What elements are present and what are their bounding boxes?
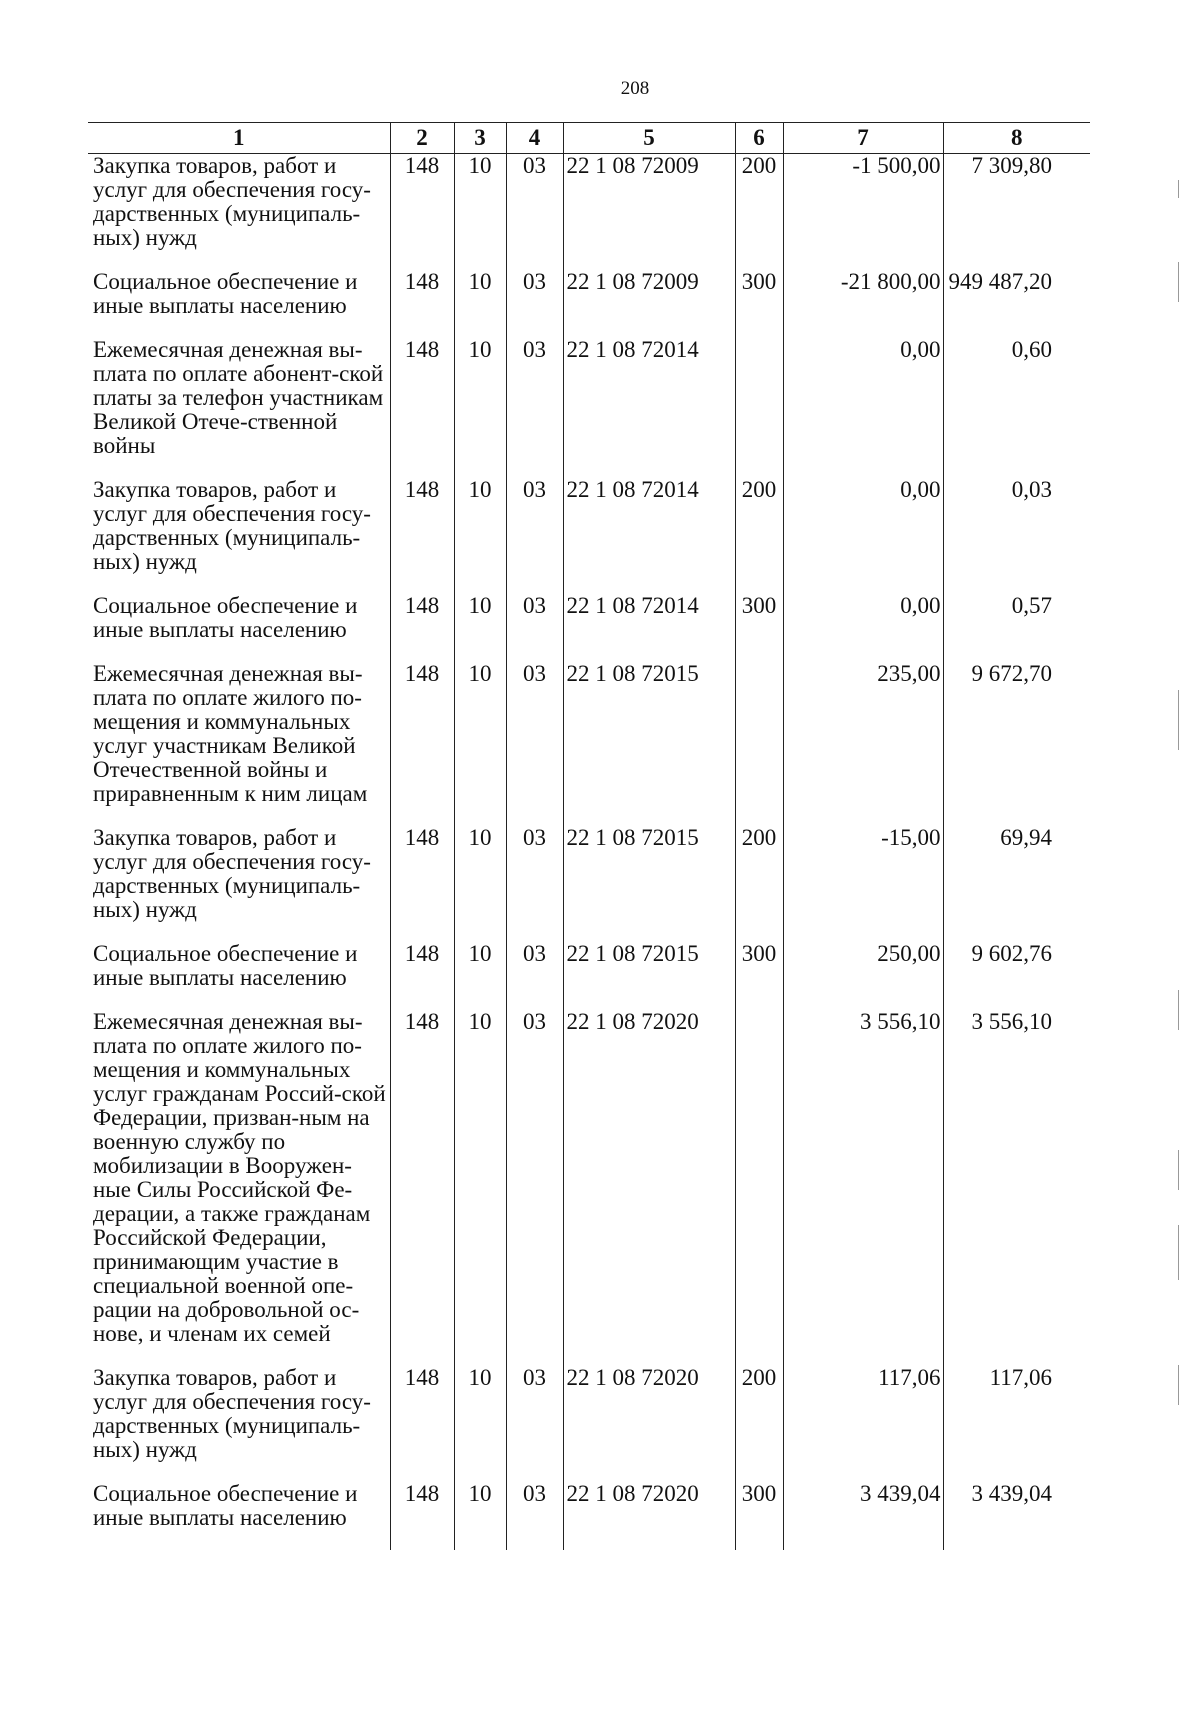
- row-description: Ежемесячная денежная вы-плата по оплате жилого по-мещения и коммунальных услуг гражданам Россий-ской Федерации, призван-ным на военную службу по мобилизации в Вооружен-ные Силы Российской Фе-дерации, а также гражданам Российской Федерации, принимающим участие в специальной военной опе-рации на добровольной ос-нове, и членам их семей: [93, 1009, 386, 1346]
- cell-expense-type: 300: [735, 942, 783, 1010]
- cell-code: 148: [390, 826, 454, 942]
- cell-code: 148: [390, 1010, 454, 1366]
- table-row: [88, 826, 1090, 942]
- cell-subsection: 03: [506, 338, 563, 478]
- column-header-1: 1: [88, 123, 390, 154]
- cell-amount-total: 9 602,76: [943, 942, 1090, 1010]
- cell-code: 148: [390, 1482, 454, 1550]
- row-description: Ежемесячная денежная вы-плата по оплате абонент-ской платы за телефон участникам Великой Отече-ственной войны: [93, 337, 384, 458]
- cell-target-article: 22 1 08 72014: [563, 478, 735, 594]
- cell-target-article: 22 1 08 72020: [563, 1482, 735, 1550]
- cell-amount-change: 0,00: [783, 594, 943, 662]
- cell-target-article: 22 1 08 72015: [563, 662, 735, 826]
- cell-subsection: 03: [506, 1366, 563, 1482]
- cell-section: 10: [454, 662, 506, 826]
- cell-code: 148: [390, 270, 454, 338]
- table-row: [88, 338, 1090, 478]
- cell-amount-change: 0,00: [783, 478, 943, 594]
- cell-expense-type: 200: [735, 478, 783, 594]
- row-description: Ежемесячная денежная вы-плата по оплате жилого по-мещения и коммунальных услуг участникам Великой Отечественной войны и приравненным к ним лицам: [93, 661, 368, 806]
- cell-subsection: 03: [506, 662, 563, 826]
- cell-code: 148: [390, 478, 454, 594]
- column-header-3: 3: [454, 123, 506, 154]
- cell-expense-type: 300: [735, 270, 783, 338]
- table-header-row: [88, 123, 1090, 154]
- cell-expense-type: 200: [735, 826, 783, 942]
- cell-amount-total: 3 556,10: [943, 1010, 1090, 1366]
- cell-amount-change: 235,00: [783, 662, 943, 826]
- cell-expense-type: [735, 338, 783, 478]
- row-description: Закупка товаров, работ и услуг для обеспечения госу-дарственных (муниципаль-ных) нужд: [93, 825, 371, 922]
- cell-target-article: 22 1 08 72020: [563, 1366, 735, 1482]
- column-header-8: 8: [943, 123, 1090, 154]
- cell-amount-total: 949 487,20: [943, 270, 1090, 338]
- cell-amount-total: 0,57: [943, 594, 1090, 662]
- column-header-7: 7: [783, 123, 943, 154]
- cell-section: 10: [454, 338, 506, 478]
- cell-section: 10: [454, 1010, 506, 1366]
- cell-amount-change: -1 500,00: [783, 154, 943, 271]
- scan-artifact: [1178, 1225, 1179, 1280]
- scan-artifact: [1178, 180, 1179, 198]
- cell-amount-total: 117,06: [943, 1366, 1090, 1482]
- cell-expense-type: 300: [735, 1482, 783, 1550]
- cell-section: 10: [454, 942, 506, 1010]
- cell-expense-type: 200: [735, 154, 783, 271]
- scan-artifact: [1178, 262, 1179, 302]
- cell-subsection: 03: [506, 1482, 563, 1550]
- table-row: [88, 270, 1090, 338]
- cell-section: 10: [454, 478, 506, 594]
- cell-subsection: 03: [506, 1010, 563, 1366]
- cell-subsection: 03: [506, 154, 563, 271]
- cell-target-article: 22 1 08 72015: [563, 826, 735, 942]
- cell-target-article: 22 1 08 72015: [563, 942, 735, 1010]
- row-description: Закупка товаров, работ и услуг для обеспечения госу-дарственных (муниципаль-ных) нужд: [93, 1365, 371, 1462]
- column-header-2: 2: [390, 123, 454, 154]
- cell-subsection: 03: [506, 478, 563, 594]
- cell-amount-total: 0,60: [943, 338, 1090, 478]
- cell-subsection: 03: [506, 826, 563, 942]
- cell-amount-total: 69,94: [943, 826, 1090, 942]
- cell-amount-change: 3 556,10: [783, 1010, 943, 1366]
- cell-expense-type: [735, 1010, 783, 1366]
- cell-code: 148: [390, 942, 454, 1010]
- row-description: Социальное обеспечение и иные выплаты населению: [93, 593, 358, 642]
- cell-code: 148: [390, 1366, 454, 1482]
- cell-code: 148: [390, 594, 454, 662]
- cell-section: 10: [454, 594, 506, 662]
- cell-amount-change: -15,00: [783, 826, 943, 942]
- column-header-4: 4: [506, 123, 563, 154]
- table-row: [88, 1482, 1090, 1550]
- cell-section: 10: [454, 270, 506, 338]
- row-description: Закупка товаров, работ и услуг для обеспечения госу-дарственных (муниципаль-ных) нужд: [93, 477, 371, 574]
- table-row: [88, 1010, 1090, 1366]
- table-row: [88, 478, 1090, 594]
- table-row: [88, 1366, 1090, 1482]
- scan-artifact: [1178, 990, 1179, 1030]
- row-description: Социальное обеспечение и иные выплаты населению: [93, 941, 358, 990]
- budget-table: [88, 122, 1090, 1550]
- cell-amount-total: 3 439,04: [943, 1482, 1090, 1550]
- cell-target-article: 22 1 08 72009: [563, 154, 735, 271]
- column-header-6: 6: [735, 123, 783, 154]
- cell-subsection: 03: [506, 270, 563, 338]
- cell-amount-change: 3 439,04: [783, 1482, 943, 1550]
- table-row: [88, 942, 1090, 1010]
- cell-code: 148: [390, 662, 454, 826]
- cell-target-article: 22 1 08 72020: [563, 1010, 735, 1366]
- cell-amount-total: 7 309,80: [943, 154, 1090, 271]
- cell-target-article: 22 1 08 72014: [563, 594, 735, 662]
- cell-amount-change: 0,00: [783, 338, 943, 478]
- table-row: [88, 594, 1090, 662]
- cell-amount-total: 0,03: [943, 478, 1090, 594]
- cell-amount-total: 9 672,70: [943, 662, 1090, 826]
- scan-artifact: [1178, 690, 1179, 750]
- cell-section: 10: [454, 1482, 506, 1550]
- row-description: Социальное обеспечение и иные выплаты населению: [93, 1481, 358, 1530]
- cell-section: 10: [454, 154, 506, 271]
- cell-target-article: 22 1 08 72009: [563, 270, 735, 338]
- cell-code: 148: [390, 154, 454, 271]
- column-header-5: 5: [563, 123, 735, 154]
- row-description: Социальное обеспечение и иные выплаты населению: [93, 269, 358, 318]
- cell-expense-type: 200: [735, 1366, 783, 1482]
- cell-subsection: 03: [506, 594, 563, 662]
- cell-expense-type: 300: [735, 594, 783, 662]
- cell-amount-change: 117,06: [783, 1366, 943, 1482]
- page-number: 208: [620, 78, 650, 99]
- table-row: [88, 154, 1090, 271]
- cell-section: 10: [454, 1366, 506, 1482]
- cell-amount-change: -21 800,00: [783, 270, 943, 338]
- cell-code: 148: [390, 338, 454, 478]
- scan-artifact: [1178, 1365, 1179, 1405]
- table-row: [88, 662, 1090, 826]
- cell-subsection: 03: [506, 942, 563, 1010]
- cell-expense-type: [735, 662, 783, 826]
- scan-artifact: [1178, 1150, 1179, 1190]
- row-description: Закупка товаров, работ и услуг для обеспечения госу-дарственных (муниципаль-ных) нужд: [93, 153, 371, 250]
- cell-amount-change: 250,00: [783, 942, 943, 1010]
- cell-section: 10: [454, 826, 506, 942]
- cell-target-article: 22 1 08 72014: [563, 338, 735, 478]
